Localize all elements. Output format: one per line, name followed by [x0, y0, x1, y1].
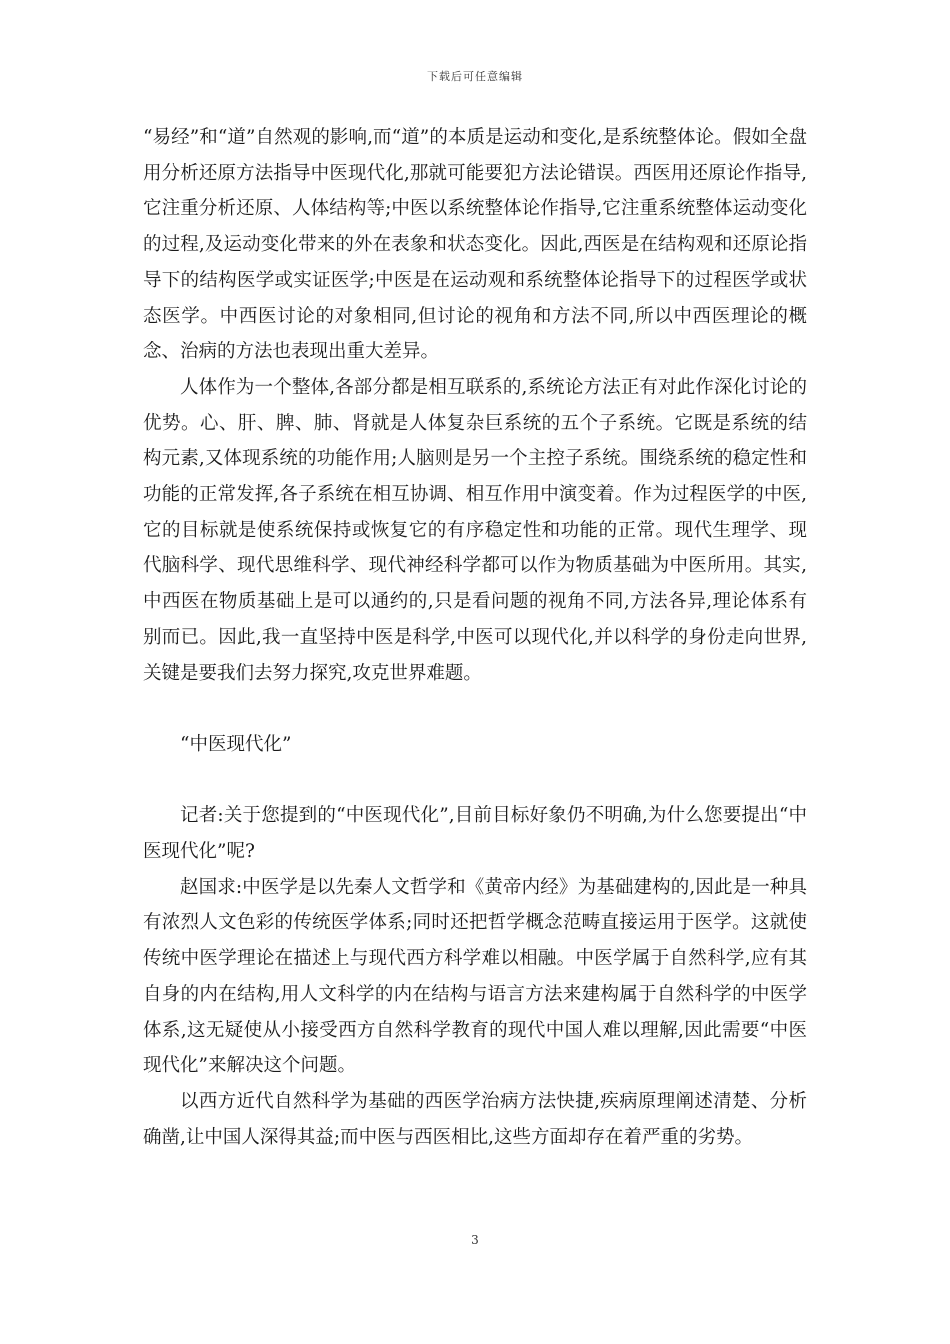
document-body	[143, 120, 807, 1155]
section-heading: “中医现代化”	[180, 733, 292, 755]
page-header: 下载后可任意编辑	[427, 70, 523, 83]
page-number: 3	[471, 1233, 479, 1247]
paragraph: 人体作为一个整体,各部分都是相互联系的,系统论方法正有对此作深化讨论的优势。心、肝、脾、肺、肾就是人体复杂巨系统的五个子系统。它既是系统的结构元素,又体现系统的功能作用;人脑则是另一个主控子系统。围绕系统的稳定性和功能的正常发挥,各子系统在相互协调、相互作用中演变着。作为过程医学的中医,它的目标就是使系统保持或恢复它的有序稳定性和功能的正常。现代生理学、现代脑科学、现代思维科学、现代神经科学都可以作为物质基础为中医所用。其实,中西医在物质基础上是可以通约的,只是看问题的视角不同,方法各异,理论体系有别而已。因此,我一直坚持中医是科学,中医可以现代化,并以科学的身份走向世界,关键是要我们去努力探究,攻克世界难题。	[143, 376, 807, 684]
paragraph-continuation: “易经”和“道”自然观的影响,而“道”的本质是运动和变化,是系统整体论。假如全盘用分析还原方法指导中医现代化,那就可能要犯方法论错误。西医用还原论作指导,它注重分析还原、人体结构等;中医以系统整体论作指导,它注重系统整体运动变化的过程,及运动变化带来的外在表象和状态变化。因此,西医是在结构观和还原论指导下的结构医学或实证医学;中医是在运动观和系统整体论指导下的过程医学或状态医学。中西医讨论的对象相同,但讨论的视角和方法不同,所以中西医理论的概念、治病的方法也表现出重大差异。	[143, 127, 807, 363]
paragraph: 记者:关于您提到的“中医现代化”,目前目标好象仍不明确,为什么您要提出“中医现代化”呢?	[143, 805, 807, 863]
paragraph: 以西方近代自然科学为基础的西医学治病方法快捷,疾病原理阐述清楚、分析确凿,让中国人深得其益;而中医与西医相比,这些方面却存在着严重的劣势。	[143, 1090, 807, 1148]
paragraph: 赵国求:中医学是以先秦人文哲学和《黄帝内经》为基础建构的,因此是一种具有浓烈人文色彩的传统医学体系;同时还把哲学概念范畴直接运用于医学。这就使传统中医学理论在描述上与现代西方科学难以相融。中医学属于自然科学,应有其自身的内在结构,用人文科学的内在结构与语言方法来建构属于自然科学的中医学体系,这无疑使从小接受西方自然科学教育的现代中国人难以理解,因此需要“中医现代化”来解决这个问题。	[143, 876, 807, 1077]
